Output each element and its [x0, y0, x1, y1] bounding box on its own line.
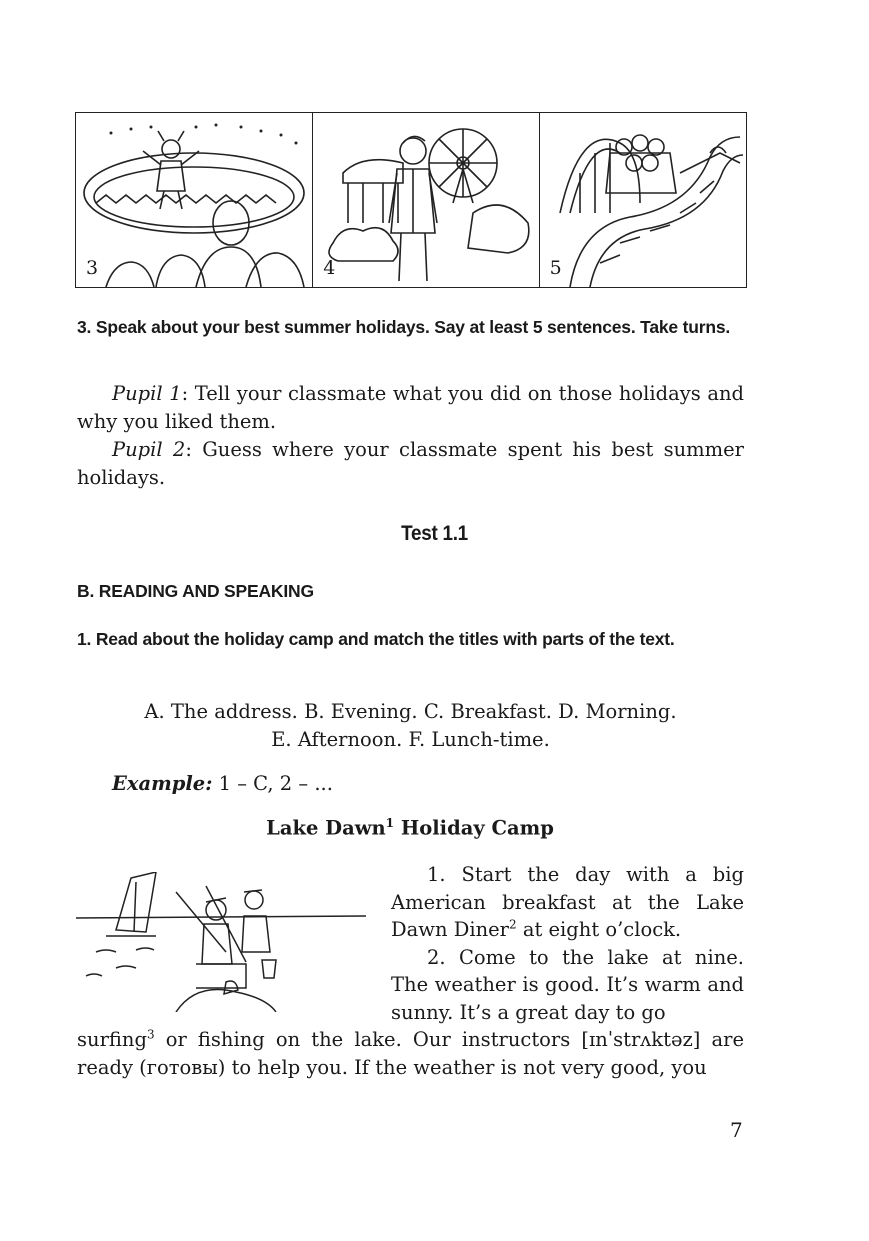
test-heading: Test 1.1: [401, 522, 468, 545]
picture-5-roller-coaster: [539, 113, 746, 287]
picture-3-circus: [76, 113, 312, 287]
boy-amusement-park-icon: [313, 113, 539, 287]
example-text: 1 – C, 2 – ...: [212, 772, 333, 795]
picture-strip: [75, 112, 747, 288]
camp-p1-text: 1. Start the day with a big American breakfast at the Lake Dawn Diner: [391, 863, 744, 941]
camp-text-full-width: [77, 1026, 744, 1082]
camp-paragraph-2-continued: [77, 1026, 744, 1082]
camp-p2-text: 2. Come to the lake at nine. The weather is good. It’s warm and sunny. It’s a great day to go: [391, 945, 744, 1024]
title-options: [77, 698, 744, 754]
pupil-2-paragraph: [77, 436, 744, 492]
camp-title-rest: Holiday Camp: [394, 816, 554, 840]
camp-title-name: Lake Dawn: [266, 816, 386, 840]
pupil-1-label: Pupil 1: [112, 382, 182, 405]
camp-title-footnote: 1: [385, 816, 395, 830]
picture-4-amusement-park: [312, 113, 538, 287]
camp-p1-tail: at eight o’clock.: [516, 918, 682, 941]
page-number: 7: [730, 1118, 743, 1142]
task-1-title: 1. Read about the holiday camp and match the titles with parts of the text.: [77, 629, 675, 649]
pupil-1-text: : Tell your classmate what you did on those holidays and why you liked them.: [77, 382, 744, 433]
picture-number: 3: [86, 257, 99, 279]
section-heading: B. READING AND SPEAKING: [77, 581, 314, 601]
roller-coaster-icon: [540, 113, 746, 287]
camp-p2-rest: or fishing on the lake. Our instructors [ɪnˈstrʌktəz] are ready (готовы) to help you. If the weather is not very good, you: [77, 1028, 744, 1079]
picture-number: 4: [323, 257, 336, 279]
example: [112, 772, 333, 795]
pupil-1-paragraph: [77, 380, 744, 436]
options-line-1: A. The address. B. Evening. C. Breakfast. D. Morning.: [144, 700, 677, 723]
fishing-surfing-illustration: [76, 872, 376, 1012]
camp-p2-footnote: 3: [146, 1027, 155, 1042]
picture-number: 5: [549, 257, 562, 279]
options-line-2: E. Afternoon. F. Lunch-time.: [271, 728, 550, 751]
pupil-2-text: : Guess where your classmate spent his best summer holidays.: [77, 438, 744, 489]
camp-p2-surfing: surfing: [77, 1028, 147, 1051]
camp-p1-footnote: 2: [509, 917, 517, 932]
camp-paragraph-1: [391, 861, 744, 944]
camp-text-column: [391, 861, 744, 1026]
task-3-title: 3. Speak about your best summer holidays. Say at least 5 sentences. Take turns.: [77, 317, 731, 337]
example-label: Example:: [112, 772, 213, 795]
pupil-2-label: Pupil 2: [112, 438, 186, 461]
circus-clown-icon: [76, 113, 312, 287]
camp-paragraph-2: [391, 944, 744, 1027]
camp-title: [0, 816, 820, 840]
